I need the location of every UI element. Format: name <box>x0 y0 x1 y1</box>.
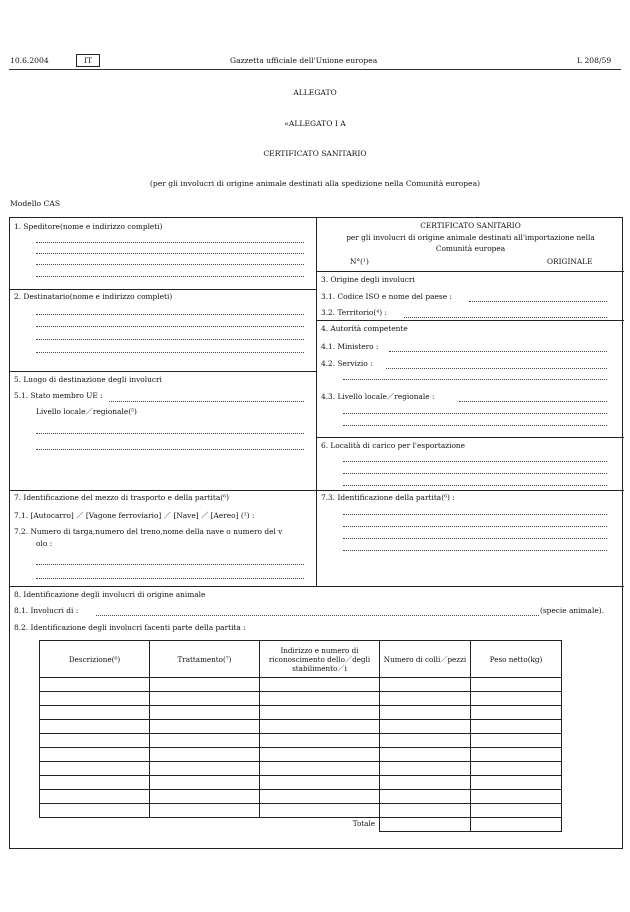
table-cell[interactable] <box>380 776 471 790</box>
table-header-row <box>40 641 562 678</box>
table-cell[interactable] <box>260 762 380 776</box>
local-level-field[interactable] <box>459 401 607 402</box>
language-code: IT <box>76 54 100 67</box>
page-reference: L 208/59 <box>577 56 612 65</box>
ministry-field[interactable] <box>389 351 607 352</box>
box7-line[interactable] <box>36 564 304 565</box>
rule-left-2 <box>10 371 317 372</box>
table-cell[interactable] <box>380 678 471 692</box>
box8-1-label: 8.1. Involucri di : <box>14 606 79 615</box>
table-cell[interactable] <box>471 748 562 762</box>
table-cell[interactable] <box>380 804 471 818</box>
box5-1-label: 5.1. Stato membro UE : <box>14 391 103 400</box>
table-row[interactable] <box>40 790 562 804</box>
table-cell[interactable] <box>40 678 150 692</box>
box4-label: 4. Autorità competente <box>321 324 408 333</box>
table-row[interactable] <box>40 734 562 748</box>
table-row[interactable] <box>40 720 562 734</box>
table-cell[interactable] <box>260 720 380 734</box>
table-cell[interactable] <box>150 678 260 692</box>
col-packages: Numero di colli／pezzi <box>380 641 471 678</box>
box3-1-label: 3.1. Codice ISO e nome del paese : <box>321 292 452 301</box>
service-field[interactable] <box>386 368 607 369</box>
table-cell[interactable] <box>40 776 150 790</box>
table-cell[interactable] <box>260 692 380 706</box>
col-establishment: Indirizzo e numero di riconoscimento dello／degli stabilimento／i <box>260 641 380 678</box>
box2-line[interactable] <box>36 352 304 353</box>
table-row[interactable] <box>40 762 562 776</box>
table-cell[interactable] <box>150 720 260 734</box>
table-cell[interactable] <box>471 790 562 804</box>
rule-right-2 <box>316 320 624 321</box>
table-cell[interactable] <box>260 706 380 720</box>
table-cell[interactable] <box>40 706 150 720</box>
table-cell[interactable] <box>40 762 150 776</box>
annex-title: ALLEGATO <box>293 88 337 97</box>
table-cell[interactable] <box>260 804 380 818</box>
table-cell[interactable] <box>380 790 471 804</box>
certificate-title: CERTIFICATO SANITARIO <box>263 149 367 158</box>
box2-line[interactable] <box>36 314 304 315</box>
box7-3-line[interactable] <box>343 514 607 515</box>
table-cell[interactable] <box>380 734 471 748</box>
box5-local-label: Livello locale／regionale(⁵) <box>36 407 137 416</box>
journal-title: Gazzetta ufficiale dell'Unione europea <box>230 56 378 65</box>
table-cell[interactable] <box>150 692 260 706</box>
box1-line[interactable] <box>36 242 304 243</box>
box7-2-label: 7.2. Numero di targa,numero del treno,nome della nave o numero del v <box>14 527 283 536</box>
table-cell[interactable] <box>380 720 471 734</box>
box2-line[interactable] <box>36 339 304 340</box>
box4-2-label: 4.2. Servizio : <box>321 359 373 368</box>
table-cell[interactable] <box>40 748 150 762</box>
box3-label: 3. Origine degli involucri <box>321 275 415 284</box>
box1-line[interactable] <box>36 276 304 277</box>
table-cell[interactable] <box>380 748 471 762</box>
table-cell[interactable] <box>150 706 260 720</box>
table-cell[interactable] <box>150 776 260 790</box>
country-code-field[interactable] <box>469 301 607 302</box>
box4-3-label: 4.3. Livello locale／regionale : <box>321 392 435 401</box>
box4-1-label: 4.1. Ministero : <box>321 342 379 351</box>
rule-left-3 <box>10 490 317 491</box>
table-cell[interactable] <box>260 678 380 692</box>
total-label: Totale <box>352 819 375 829</box>
table-cell[interactable] <box>150 790 260 804</box>
table-row[interactable] <box>40 678 562 692</box>
table-cell[interactable] <box>471 734 562 748</box>
table-cell[interactable] <box>40 804 150 818</box>
table-cell[interactable] <box>471 776 562 790</box>
box5-line[interactable] <box>36 433 304 434</box>
box7-1-label: 7.1. [Autocarro] ／ [Vagone ferroviario] ／ [Nave] ／ [Aereo] (²) : <box>14 511 255 520</box>
box2-line[interactable] <box>36 326 304 327</box>
box7-label: 7. Identificazione del mezzo di trasporto e della partita(⁶) <box>14 493 230 502</box>
box3-2-label: 3.2. Territorio(⁴) : <box>321 308 387 317</box>
territory-field[interactable] <box>404 317 607 318</box>
table-cell[interactable] <box>150 804 260 818</box>
table-cell[interactable] <box>260 748 380 762</box>
annex-subtitle: «ALLEGATO I A <box>284 119 346 128</box>
table-cell[interactable] <box>40 692 150 706</box>
box4-line[interactable] <box>343 379 607 380</box>
box2-label: 2. Destinatario(nome e indirizzo completi) <box>14 292 173 301</box>
table-cell[interactable] <box>40 734 150 748</box>
issue-date: 10.6.2004 <box>10 56 49 65</box>
rule-right-1 <box>316 271 624 272</box>
box1-line[interactable] <box>36 264 304 265</box>
box5-line[interactable] <box>36 449 304 450</box>
box4-line[interactable] <box>343 413 607 414</box>
table-row[interactable] <box>40 804 562 818</box>
certificate-form <box>9 217 623 849</box>
table-cell[interactable] <box>40 720 150 734</box>
table-cell[interactable] <box>471 762 562 776</box>
animal-species-field[interactable] <box>96 615 539 616</box>
total-row <box>40 818 562 832</box>
table-cell[interactable] <box>380 706 471 720</box>
casings-table <box>39 640 562 832</box>
table-cell[interactable] <box>471 692 562 706</box>
species-suffix: (specie animale). <box>540 606 604 615</box>
total-weight-cell[interactable] <box>471 818 562 832</box>
box5-label: 5. Luogo di destinazione degli involucri <box>14 375 162 384</box>
table-cell[interactable] <box>150 748 260 762</box>
box1-line[interactable] <box>36 253 304 254</box>
table-cell[interactable] <box>471 678 562 692</box>
table-cell[interactable] <box>260 734 380 748</box>
model-label: Modello CAS <box>10 199 61 208</box>
total-packages-cell[interactable] <box>380 818 471 832</box>
rule-right-4 <box>316 490 624 491</box>
col-treatment: Trattamento(⁷) <box>150 641 260 678</box>
table-cell[interactable] <box>150 734 260 748</box>
original-label: ORIGINALE <box>547 257 593 266</box>
rule-left-1 <box>10 289 317 290</box>
header-rule <box>9 69 621 70</box>
table-row[interactable] <box>40 748 562 762</box>
cert-box-title: CERTIFICATO SANITARIO <box>420 221 521 230</box>
cert-box-line2: per gli involucri di origine animale destinati all'importazione nella <box>346 233 595 242</box>
box7-line[interactable] <box>36 578 304 579</box>
column-divider <box>316 218 317 586</box>
table-cell[interactable] <box>471 804 562 818</box>
col-net-weight: Peso netto(kg) <box>471 641 562 678</box>
box7-3-label: 7.3. Identificazione della partita(⁶) : <box>321 493 455 502</box>
box1-label: 1. Speditore(nome e indirizzo completi) <box>14 222 163 231</box>
table-row[interactable] <box>40 776 562 790</box>
box6-line[interactable] <box>343 473 607 474</box>
table-cell[interactable] <box>380 762 471 776</box>
rule-section-8 <box>10 586 624 587</box>
member-state-field[interactable] <box>109 401 304 402</box>
table-cell[interactable] <box>471 706 562 720</box>
cert-number-label: N°(¹) <box>350 257 369 266</box>
table-cell[interactable] <box>40 790 150 804</box>
table-cell[interactable] <box>471 720 562 734</box>
table-cell[interactable] <box>260 790 380 804</box>
box6-line[interactable] <box>343 485 607 486</box>
col-description: Descrizione(⁶) <box>40 641 150 678</box>
box7-3-line[interactable] <box>343 538 607 539</box>
box8-2-label: 8.2. Identificazione degli involucri facenti parte della partita : <box>14 623 246 632</box>
rule-right-3 <box>316 437 624 438</box>
box8-label: 8. Identificazione degli involucri di origine animale <box>14 590 206 599</box>
table-row[interactable] <box>40 706 562 720</box>
box6-line[interactable] <box>343 461 607 462</box>
cert-box-line3: Comunità europea <box>435 244 506 253</box>
box7-2-label-cont: olo : <box>36 539 53 548</box>
box6-label: 6. Località di carico per l'esportazione <box>321 441 466 450</box>
table-cell[interactable] <box>260 776 380 790</box>
box7-3-line[interactable] <box>343 526 607 527</box>
table-cell[interactable] <box>150 762 260 776</box>
table-cell[interactable] <box>380 692 471 706</box>
box4-line[interactable] <box>343 425 607 426</box>
box7-3-line[interactable] <box>343 550 607 551</box>
certificate-purpose: (per gli involucri di origine animale destinati alla spedizione nella Comunità europea) <box>149 179 481 188</box>
table-row[interactable] <box>40 692 562 706</box>
